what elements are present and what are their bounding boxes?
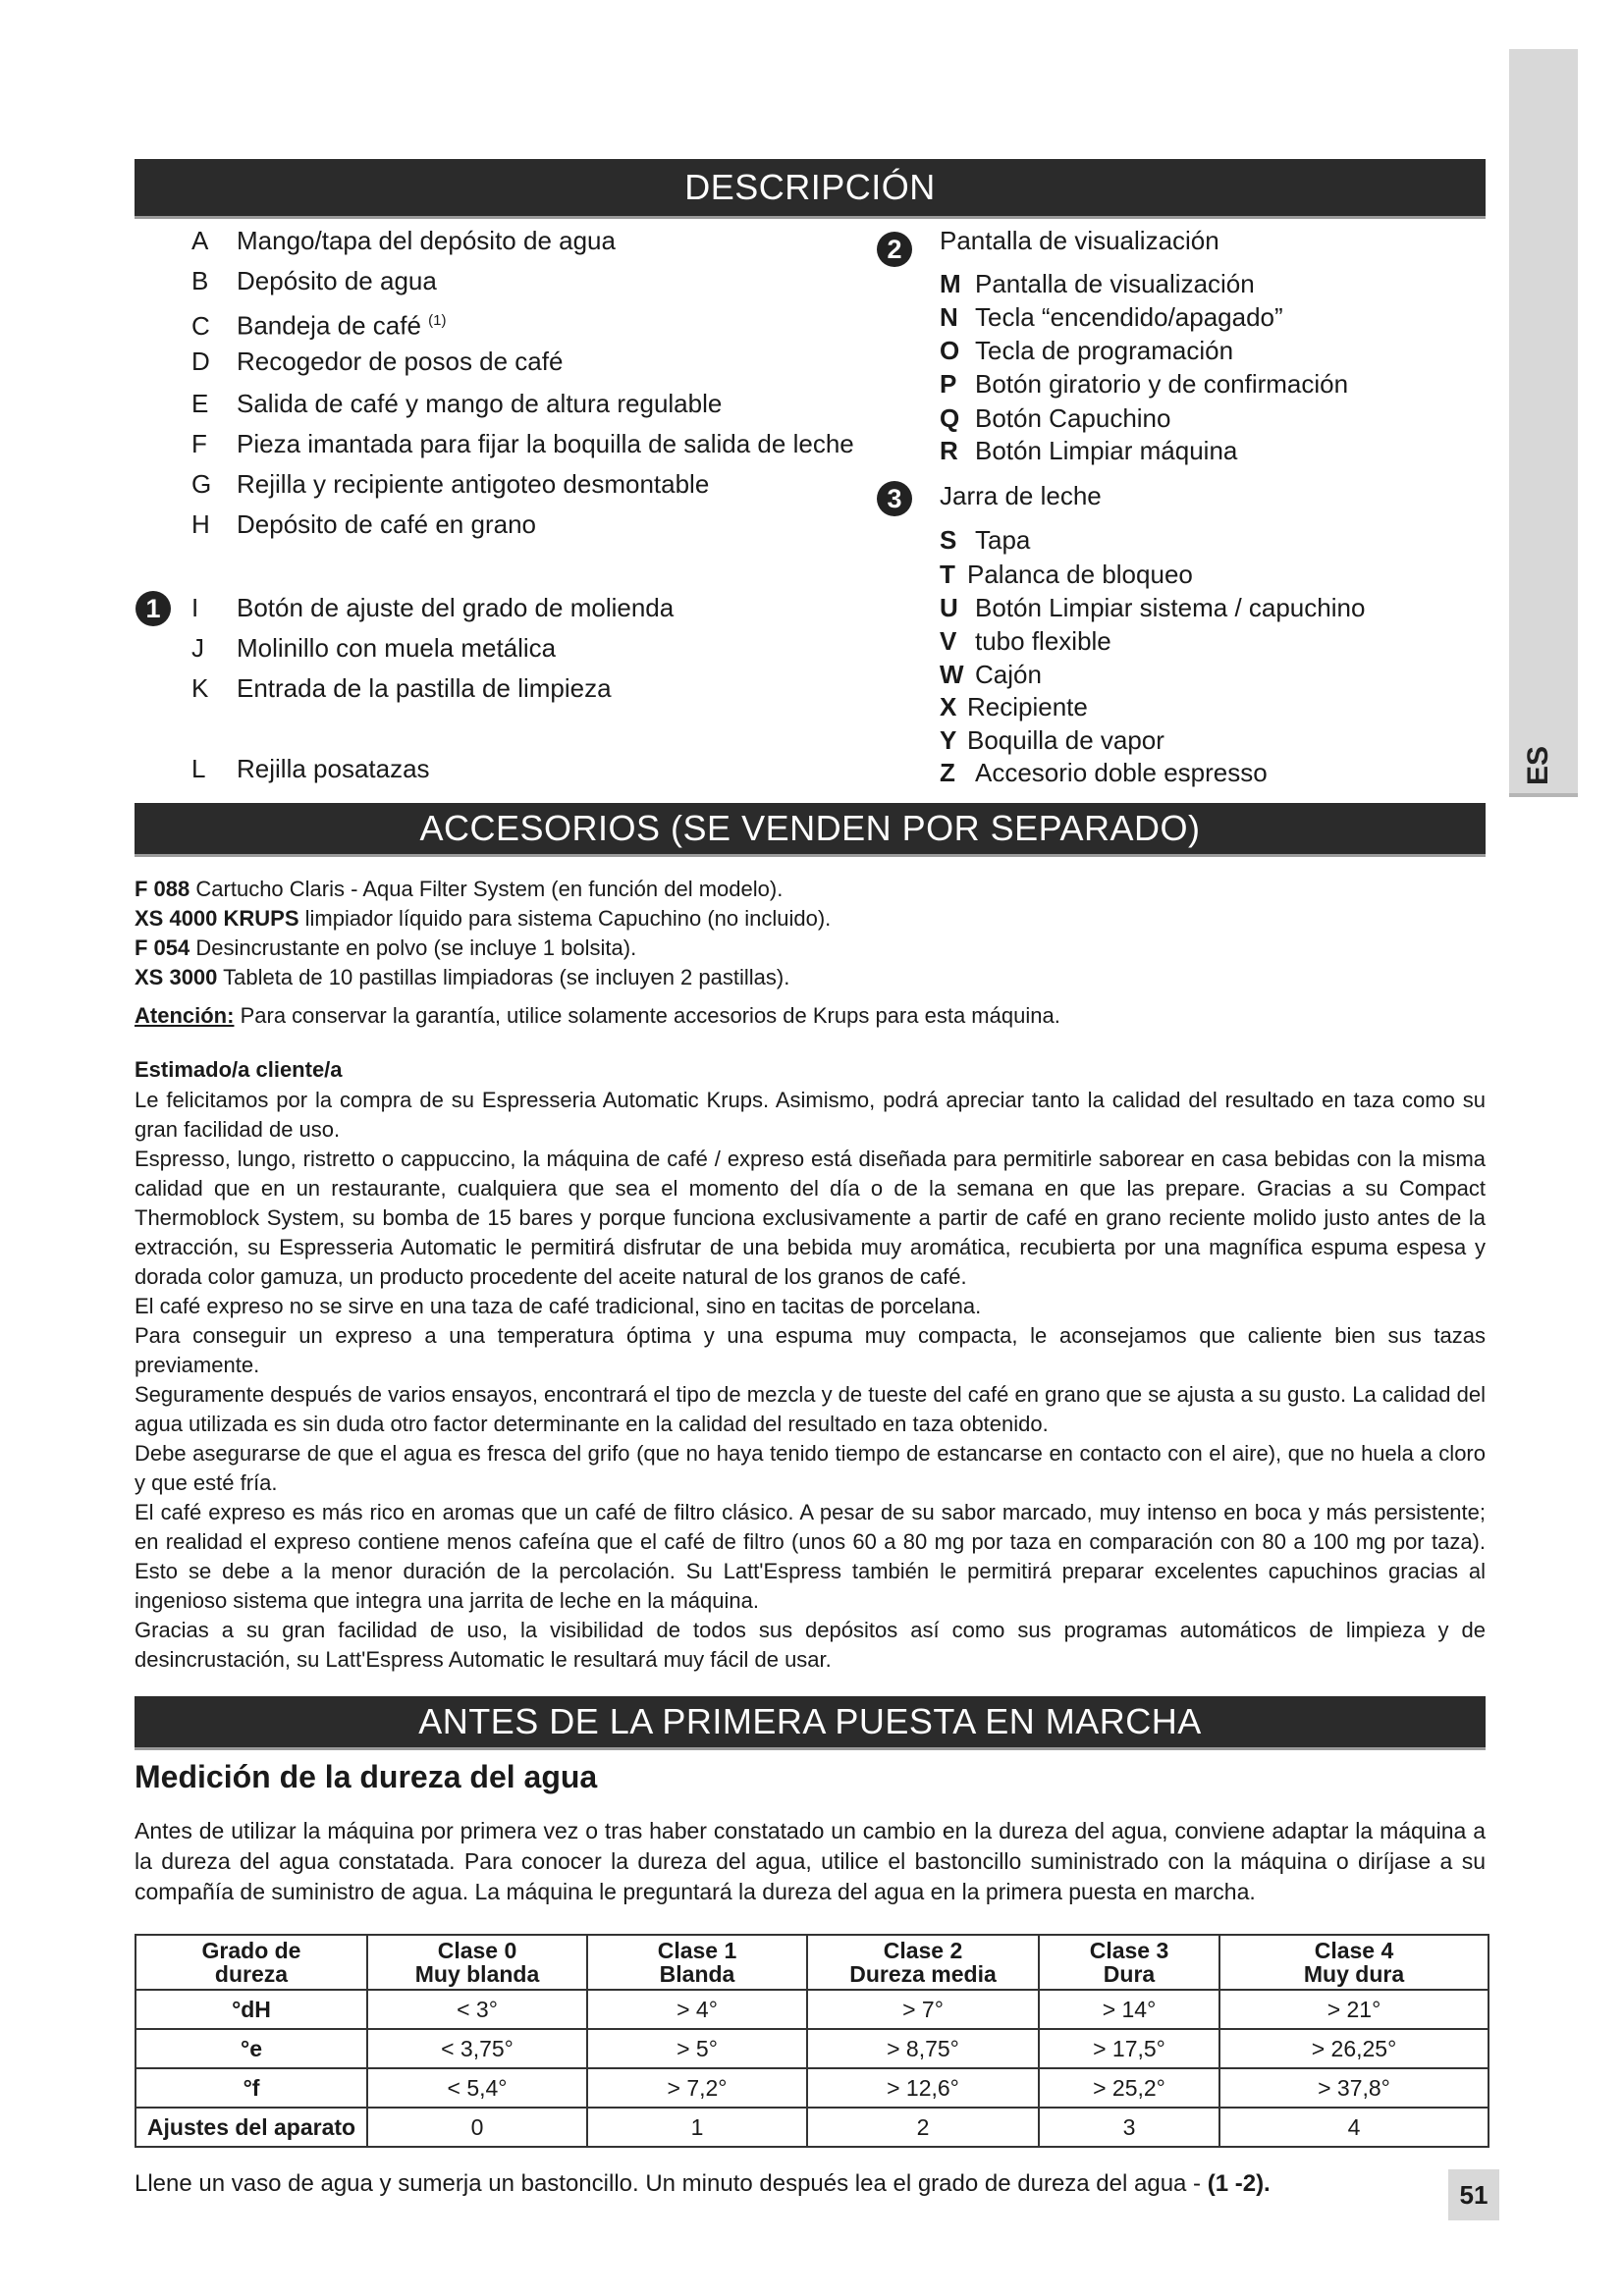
- paragraph: Seguramente después de varios ensayos, encontrará el tipo de mezcla y de tueste del café en grano que se ajusta a su gusto. La calidad del agua utilizada es sin duda otro factor determinante en la calidad del resultado en taza obtenido.: [135, 1382, 1486, 1436]
- list-item: [940, 626, 1111, 656]
- table-cell: > 5°: [587, 2029, 807, 2068]
- item-letter: Y: [940, 725, 957, 755]
- table-cell: > 21°: [1219, 1990, 1489, 2029]
- item-letter: M: [940, 269, 961, 298]
- accessory-text: Tableta de 10 pastillas limpiadoras (se incluyen 2 pastillas).: [223, 965, 790, 989]
- footnote-marker: (1): [428, 312, 447, 329]
- paragraph: Gracias a su gran facilidad de uso, la visibilidad de todos sus depósitos así como sus programas automáticos de limpieza y de desincrustación, su Latt'Espress Automatic le resultará muy fácil de usar.: [135, 1618, 1486, 1672]
- section-banner-antes: ANTES DE LA PRIMERA PUESTA EN MARCHA: [135, 1696, 1486, 1750]
- item-text: Boquilla de vapor: [967, 725, 1164, 755]
- badge-1-icon: 1: [135, 591, 171, 626]
- accessory-code: F 088: [135, 877, 190, 901]
- list-item: [191, 469, 709, 499]
- list-item: [940, 336, 1233, 365]
- table-cell: > 4°: [587, 1990, 807, 2029]
- table-header: Grado de dureza: [135, 1935, 367, 1990]
- accessory-code: XS 3000: [135, 965, 218, 989]
- table-cell: > 8,75°: [807, 2029, 1039, 2068]
- attention-note: [135, 1003, 1060, 1029]
- list-item: [191, 306, 447, 341]
- item-text: Tecla “encendido/apagado”: [975, 302, 1283, 332]
- item-text: Entrada de la pastilla de limpieza: [237, 673, 612, 703]
- table-row: [135, 2029, 1489, 2068]
- language-code: ES: [1522, 745, 1554, 786]
- section-banner-accesorios: ACCESORIOS (SE VENDEN POR SEPARADO): [135, 803, 1486, 857]
- list-item: [191, 389, 722, 418]
- item-text: Depósito de café en grano: [237, 509, 536, 539]
- table-header: Clase 3 Dura: [1039, 1935, 1219, 1990]
- item-letter: G: [191, 469, 212, 499]
- subsection-title: Medición de la dureza del agua: [135, 1759, 598, 1794]
- item-letter: H: [191, 509, 210, 539]
- item-letter: U: [940, 593, 958, 622]
- table-cell: 2: [807, 2108, 1039, 2147]
- greeting: Estimado/a cliente/a: [135, 1057, 343, 1082]
- item-letter: E: [191, 389, 209, 418]
- item-text: Botón Capuchino: [975, 403, 1171, 433]
- item-letter: W: [940, 660, 964, 689]
- item-letter: D: [191, 347, 210, 376]
- item-text: Cajón: [975, 660, 1042, 689]
- hardness-footer-note: [135, 2171, 1271, 2197]
- badge-2-icon: 2: [877, 232, 912, 267]
- list-item: [940, 725, 1164, 755]
- hardness-intro: Antes de utilizar la máquina por primera vez o tras haber constatado un cambio en la dureza del agua, conviene adaptar la máquina a la dureza del agua constatada. Para conocer la dureza del agua, utilice el bastoncillo suministrado con la máquina o diríjase a su compañía de suministro de agua. La máquina le preguntará la dureza del agua en la primera puesta en marcha.: [135, 1818, 1486, 1904]
- table-cell: 0: [367, 2108, 587, 2147]
- table-header-row: [135, 1935, 1489, 1990]
- item-letter: V: [940, 626, 957, 656]
- table-cell: > 25,2°: [1039, 2068, 1219, 2108]
- group-title: Pantalla de visualización: [940, 226, 1219, 255]
- list-item: [940, 403, 1170, 433]
- item-text: Bandeja de café: [237, 310, 421, 341]
- footer-figure-ref: (1 -2).: [1207, 2170, 1271, 2197]
- list-item: [940, 369, 1348, 399]
- item-letter: B: [191, 266, 209, 295]
- item-text: Palanca de bloqueo: [967, 560, 1193, 589]
- table-header: Clase 1 Blanda: [587, 1935, 807, 1990]
- list-item: [191, 593, 674, 622]
- table-header: Clase 2 Dureza media: [807, 1935, 1039, 1990]
- intro-text: [135, 1086, 1486, 1675]
- item-text: Mango/tapa del depósito de agua: [237, 226, 616, 255]
- accessory-line: [135, 877, 783, 902]
- table-header: Clase 0 Muy blanda: [367, 1935, 587, 1990]
- accessory-code: F 054: [135, 935, 190, 960]
- hardness-table: [135, 1934, 1489, 2148]
- table-cell: < 3,75°: [367, 2029, 587, 2068]
- paragraph: Espresso, lungo, ristretto o cappuccino, la máquina de café / expreso está diseñada para permitirle saborear en casa bebidas con la misma calidad que en un restaurante, cualquiera que sea el momento del día o de la semana en que las prepare. Gracias a su Compact Thermoblock System, su bomba de 15 bares y porque funciona exclusivamente a partir de café en grano reciente molido justo antes de la extracción, su Espresseria Automatic le permitirá disfrutar de una bebida muy aromática, recubierta por una magnífica espuma espesa y dorada color gamuza, un producto procedente del aceite natural de los granos de café.: [135, 1147, 1486, 1289]
- list-item: [191, 673, 612, 703]
- table-header: Clase 4 Muy dura: [1219, 1935, 1489, 1990]
- item-letter: T: [940, 560, 955, 589]
- badge-3-icon: 3: [877, 481, 912, 516]
- item-text: Depósito de agua: [237, 266, 437, 295]
- item-letter: F: [191, 429, 207, 458]
- item-text: Pantalla de visualización: [975, 269, 1255, 298]
- item-text: Rejilla y recipiente antigoteo desmontable: [237, 469, 710, 499]
- table-cell: > 12,6°: [807, 2068, 1039, 2108]
- paragraph: El café expreso no se sirve en una taza de café tradicional, sino en tacitas de porcelana.: [135, 1294, 982, 1318]
- item-letter: N: [940, 302, 958, 332]
- accessory-text: Desincrustante en polvo (se incluye 1 bolsita).: [195, 935, 637, 960]
- list-item: [191, 633, 556, 663]
- list-item: [940, 525, 1030, 555]
- list-item: [940, 436, 1237, 465]
- item-letter: J: [191, 633, 204, 663]
- table-row: [135, 1990, 1489, 2029]
- item-letter: Z: [940, 758, 955, 787]
- item-text: Botón de ajuste del grado de molienda: [237, 593, 675, 622]
- attention-text: Para conservar la garantía, utilice solamente accesorios de Krups para esta máquina.: [240, 1003, 1060, 1028]
- item-text: Recogedor de posos de café: [237, 347, 564, 376]
- table-cell: °dH: [135, 1990, 367, 2029]
- table-cell: > 7,2°: [587, 2068, 807, 2108]
- table-cell: 3: [1039, 2108, 1219, 2147]
- table-cell: > 7°: [807, 1990, 1039, 2029]
- item-letter: Q: [940, 403, 960, 433]
- paragraph: Para conseguir un expreso a una temperatura óptima y una espuma muy compacta, le aconsejamos que caliente bien sus tazas previamente.: [135, 1323, 1486, 1377]
- accessory-line: [135, 965, 789, 990]
- table-cell: > 37,8°: [1219, 2068, 1489, 2108]
- item-text: Salida de café y mango de altura regulable: [237, 389, 723, 418]
- item-text: tubo flexible: [975, 626, 1111, 656]
- item-letter: S: [940, 525, 957, 555]
- list-item: [940, 593, 1365, 622]
- table-cell: °e: [135, 2029, 367, 2068]
- language-side-tab: [1509, 49, 1578, 797]
- table-cell: 1: [587, 2108, 807, 2147]
- footer-text: Llene un vaso de agua y sumerja un bastoncillo. Un minuto después lea el grado de dureza del agua -: [135, 2170, 1208, 2197]
- table-cell: 4: [1219, 2108, 1489, 2147]
- table-cell: > 14°: [1039, 1990, 1219, 2029]
- item-text: Pieza imantada para fijar la boquilla de salida de leche: [237, 429, 854, 458]
- paragraph: Le felicitamos por la compra de su Espresseria Automatic Krups. Asimismo, podrá apreciar tanto la calidad del resultado en taza como su gran facilidad de uso.: [135, 1088, 1486, 1142]
- item-text: Botón giratorio y de confirmación: [975, 369, 1349, 399]
- attention-label: Atención:: [135, 1003, 235, 1028]
- table-row: [135, 2108, 1489, 2147]
- table-row: [135, 2068, 1489, 2108]
- table-cell: < 3°: [367, 1990, 587, 2029]
- list-item: [940, 758, 1268, 787]
- list-item: [191, 754, 430, 783]
- item-letter: O: [940, 336, 960, 365]
- table-cell: °f: [135, 2068, 367, 2108]
- list-item: [191, 347, 563, 376]
- item-text: Rejilla posatazas: [237, 754, 430, 783]
- item-text: Recipiente: [967, 692, 1088, 721]
- item-text: Botón Limpiar máquina: [975, 436, 1238, 465]
- item-letter: A: [191, 226, 209, 255]
- list-item: [940, 269, 1255, 298]
- table-cell: < 5,4°: [367, 2068, 587, 2108]
- item-text: Molinillo con muela metálica: [237, 633, 557, 663]
- accessory-line: [135, 906, 831, 932]
- list-item: [940, 302, 1283, 332]
- list-item: [940, 560, 1193, 589]
- item-letter: X: [940, 692, 957, 721]
- item-letter: C: [191, 310, 210, 341]
- list-item: [940, 692, 1088, 721]
- item-letter: R: [940, 436, 958, 465]
- list-item: [191, 266, 437, 295]
- accessory-text: Cartucho Claris - Aqua Filter System (en función del modelo).: [195, 877, 784, 901]
- list-item: [191, 509, 536, 539]
- item-text: Tecla de programación: [975, 336, 1234, 365]
- table-cell: > 17,5°: [1039, 2029, 1219, 2068]
- item-letter: K: [191, 673, 209, 703]
- table-cell: Ajustes del aparato: [135, 2108, 367, 2147]
- accessory-code: XS 4000 KRUPS: [135, 906, 299, 931]
- accessory-text: limpiador líquido para sistema Capuchino (no incluido).: [304, 906, 832, 931]
- table-cell: > 26,25°: [1219, 2029, 1489, 2068]
- paragraph: El café expreso es más rico en aromas que un café de filtro clásico. A pesar de su sabor marcado, muy intenso en boca y más persistente; en realidad el expreso contiene menos cafeína que el café de filtro (unos 60 a 80 mg por taza en comparación con 80 a 100 mg por taza). Esto se debe a la menor duración de la percolación. Su Latt'Espress también le permitirá preparar excelentes capuchinos gracias al ingenioso sistema que integra una jarrita de leche en la máquina.: [135, 1500, 1486, 1613]
- list-item: [940, 660, 1042, 689]
- item-text: Accesorio doble espresso: [975, 758, 1268, 787]
- item-letter: I: [191, 593, 199, 622]
- paragraph: Debe asegurarse de que el agua es fresca del grifo (que no haya tenido tiempo de estancarse en contacto con el aire), que no huela a cloro y que esté fría.: [135, 1441, 1486, 1495]
- list-item: [191, 226, 616, 255]
- item-letter: L: [191, 754, 206, 783]
- list-item: [191, 429, 854, 458]
- item-text: Tapa: [975, 525, 1031, 555]
- accessory-line: [135, 935, 636, 961]
- section-banner-descripcion: DESCRIPCIÓN: [135, 159, 1486, 219]
- item-letter: P: [940, 369, 957, 399]
- group-title: Jarra de leche: [940, 481, 1102, 510]
- page-number: 51: [1448, 2169, 1499, 2220]
- item-text: Botón Limpiar sistema / capuchino: [975, 593, 1366, 622]
